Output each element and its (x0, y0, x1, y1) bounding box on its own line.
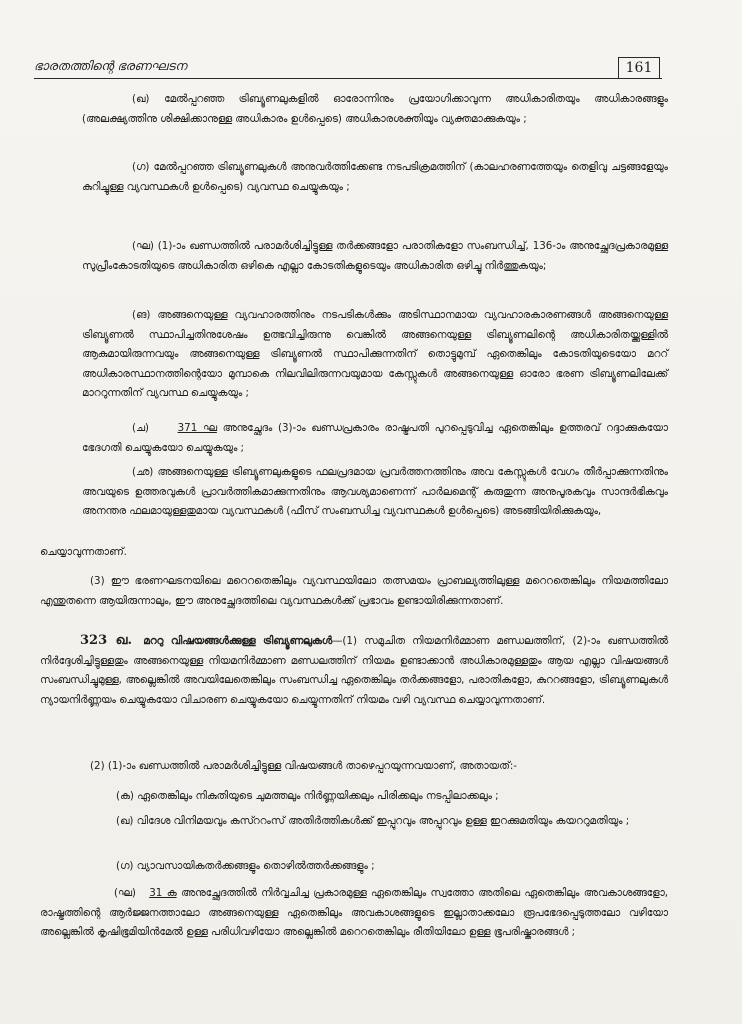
clause-2: (2) (1)-ാം ഖണ്ഡത്തിൽ പരാമർശിച്ചിട്ടുള്ള വിഷയങ്ങൾ താഴെപ്പറയുന്നവയാണ്, അതായത്:- (90, 760, 517, 772)
page-number: 161 (618, 57, 660, 79)
clause-3: (3) ഈ ഭരണഘടനയിലെ മറെറതെങ്കിലും വ്യവസ്ഥയിലോ തത്സമയം പ്രാബല്യത്തിലുള്ള മറെറതെങ്കിലും നിയമത്തിലോ എന്തുതന്നെ ആയിരുന്നാലും, ഈ അനുച്ഛേദത്തിലെ വ്യവസ്ഥകൾക്ക് പ്രഭാവം ഉണ്ടായിരിക്കുന്നതാണ്. (40, 575, 668, 607)
article-ref-31a: 31 ക (149, 887, 177, 899)
closing-line: ചെയ്യാവുന്നതാണ്. (40, 546, 127, 558)
clause-cha-text: അനുച്ഛേദം (3)-ാം ഖണ്ഡപ്രകാരം രാഷ്ട്രപതി പുറപ്പെടുവിച്ച ഏതെങ്കിലും ഉത്തരവ് റദ്ദാക്കുകയോ ഭേദഗതി ചെയ്യുകയോ ചെയ്യുകയും ; (82, 422, 668, 454)
item-gha-label: (ഘ) (114, 887, 136, 899)
clause-nga: (ങ) അങ്ങനെയുള്ള വ്യവഹാരത്തിനും നടപടികൾക്കും അടിസ്ഥാനമായ വ്യവഹാരകാരണങ്ങൾ അങ്ങനെയുള്ള ട്രിബ്യൂണൽ സ്ഥാപിച്ചതിനുശേഷം ഉത്ഭവിച്ചിരുന്നു വെങ്കിൽ അങ്ങനെയുള്ള ട്രിബ്യൂണലിന്റെ അധികാരിതയ്ക്കുള്ളിൽ ആകുമായിരുന്നവയും അങ്ങനെയുള്ള ട്രിബ്യൂണൽ സ്ഥാപിക്കുന്നതിന് തൊട്ടുമുമ്പ് ഏതെങ്കിലും കോടതിയുടെയോ മററ് അധികാരസ്ഥാനത്തിന്റെയോ മുമ്പാകെ നിലവിലിരുന്നവയുമായ കേസ്സുകൾ അങ്ങനെയുള്ള ഓരോ ഭരണ ട്രിബ്യൂണലിലേക്ക് മാററുന്നതിന് വ്യവസ്ഥ ചെയ്യുകയും ; (82, 309, 668, 400)
clause-kha: (ഖ) മേൽപ്പറഞ്ഞ ട്രിബ്യൂണലുകളിൽ ഓരോന്നിനും പ്രയോഗിക്കാവുന്ന അധികാരിതയും അധികാരങ്ങളും (അലക്ഷ്യത്തിനു ശിക്ഷിക്കാനുള്ള അധികാരം ഉൾപ്പെടെ) അധികാരശക്തിയും വ്യക്തമാക്കുകയും ; (82, 93, 668, 125)
running-title: ഭാരതത്തിന്റെ ഭരണഘടന (34, 58, 187, 73)
section-heading: മററു വിഷയങ്ങൾക്കുള്ള ട്രിബ്യൂണലുകൾ (143, 635, 333, 647)
item-ga: (ഗ) വ്യാവസായികതർക്കങ്ങളും തൊഴിൽത്തർക്കങ്ങളും ; (116, 860, 375, 872)
clause-cha-label: (ച) (132, 422, 149, 434)
clause-ga: (ഗ) മേൽപ്പറഞ്ഞ ട്രിബ്യൂണലുകൾ അനുവർത്തിക്കേണ്ട നടപടിക്രമത്തിന് (കാലഹരണത്തേയും തെളിവു ചട്ടങ്ങളേയും കുറിച്ചുള്ള വ്യവസ്ഥകൾ ഉൾപ്പെടെ) വ്യവസ്ഥ ചെയ്യുകയും ; (82, 161, 668, 193)
clause-gha: (ഘ) (1)-ാം ഖണ്ഡത്തിൽ പരാമർശിച്ചിട്ടുള്ള തർക്കങ്ങളോ പരാതികളോ സംബന്ധിച്ച്, 136-ാം അനുച്ഛേദപ്രകാരമുള്ള സുപ്രീംകോടതിയുടെ അധികാരിത ഒഴികെ എല്ലാ കോടതികളുടെയും അധികാരിത ഒഴിച്ചു നിർത്തുകയും; (82, 240, 668, 272)
section-body: —(1) സമുചിത നിയമനിർമ്മാണ മണ്ഡലത്തിന്, (2)-ാം ഖണ്ഡത്തിൽ നിർദ്ദേശിച്ചിട്ടുള്ളതും അങ്ങനെയുള്ള നിയമനിർമ്മാണ മണ്ഡലത്തിന് നിയമം ഉണ്ടാക്കാൻ അധികാരമുള്ളതും ആയ എല്ലാ വിഷയങ്ങൾ സംബന്ധിച്ചുമുള്ള, അല്ലെങ്കിൽ അവയിലേതെങ്കിലും സംബന്ധിച്ച ഏതെങ്കിലും തർക്കങ്ങളോ, പരാതികളോ, കുററങ്ങളോ, ട്രിബ്യൂണലുകൾ ന്യായനിർണ്ണയം ചെയ്യുകയോ വിചാരണ ചെയ്യുകയോ ചെയ്യുന്നതിന് നിയമം വഴി വ്യവസ്ഥ ചെയ്യാവുന്നതാണ്. (40, 635, 668, 706)
article-ref-371: 371 ഘ (177, 422, 217, 434)
item-kha: (ഖ) വിദേശ വിനിമയവും കസ്ററംസ് അതിർത്തികൾക്ക് ഇപ്പുറവും അപ്പുറവും ഉള്ള ഇറക്കുമതിയും കയററുമതിയും ; (116, 815, 630, 827)
item-gha (40, 884, 668, 943)
clause-cha (82, 419, 668, 458)
section-323b (40, 631, 668, 710)
section-number: 323 ഖ. (80, 633, 132, 648)
clause-chha: (ഛ) അങ്ങനെയുള്ള ട്രിബ്യൂണലുകളുടെ ഫലപ്രദമായ പ്രവർത്തനത്തിനും അവ കേസ്സുകൾ വേഗം തീർപ്പാക്കുന്നതിനും അവയുടെ ഉത്തരവുകൾ പ്രാവർത്തികമാക്കുന്നതിനും ആവശ്യമാണെന്ന് പാർലമെന്റ് കരുതുന്ന അനുപൂരകവും സാന്ദർഭികവും അനന്തര ഫലമായുള്ളതുമായ വ്യവസ്ഥകൾ (ഫീസ് സംബന്ധിച്ച വ്യവസ്ഥകൾ ഉൾപ്പെടെ) അടങ്ങിയിരിക്കുകയും, (82, 466, 668, 518)
item-ka: (ക) ഏതെങ്കിലും നികുതിയുടെ ചുമത്തലും നിർണ്ണയിക്കലും പിരിക്കലും നടപ്പിലാക്കലും ; (116, 790, 499, 802)
header-rule (34, 78, 662, 79)
item-gha-text: അനുച്ഛേദത്തിൽ നിർവ്വചിച്ച പ്രകാരമുള്ള ഏതെങ്കിലും സ്വത്തോ അതിലെ ഏതെങ്കിലും അവകാശങ്ങളോ, രാഷ്ട്രത്തിന്റെ ആർജ്ജനത്താലോ അങ്ങനെയുള്ള ഏതെങ്കിലും അവകാശങ്ങളുടെ ഇല്ലാതാക്കലോ രൂപഭേദപ്പെടുത്തലോ വഴിയോ അല്ലെങ്കിൽ കൃഷിഭൂമിയിൻമേൽ ഉള്ള പരിധിവഴിയോ അല്ലെങ്കിൽ മറെറതെങ്കിലും രീതിയിലോ ഉള്ള ഭൂപരിഷ്കാരങ്ങൾ ; (40, 887, 668, 939)
